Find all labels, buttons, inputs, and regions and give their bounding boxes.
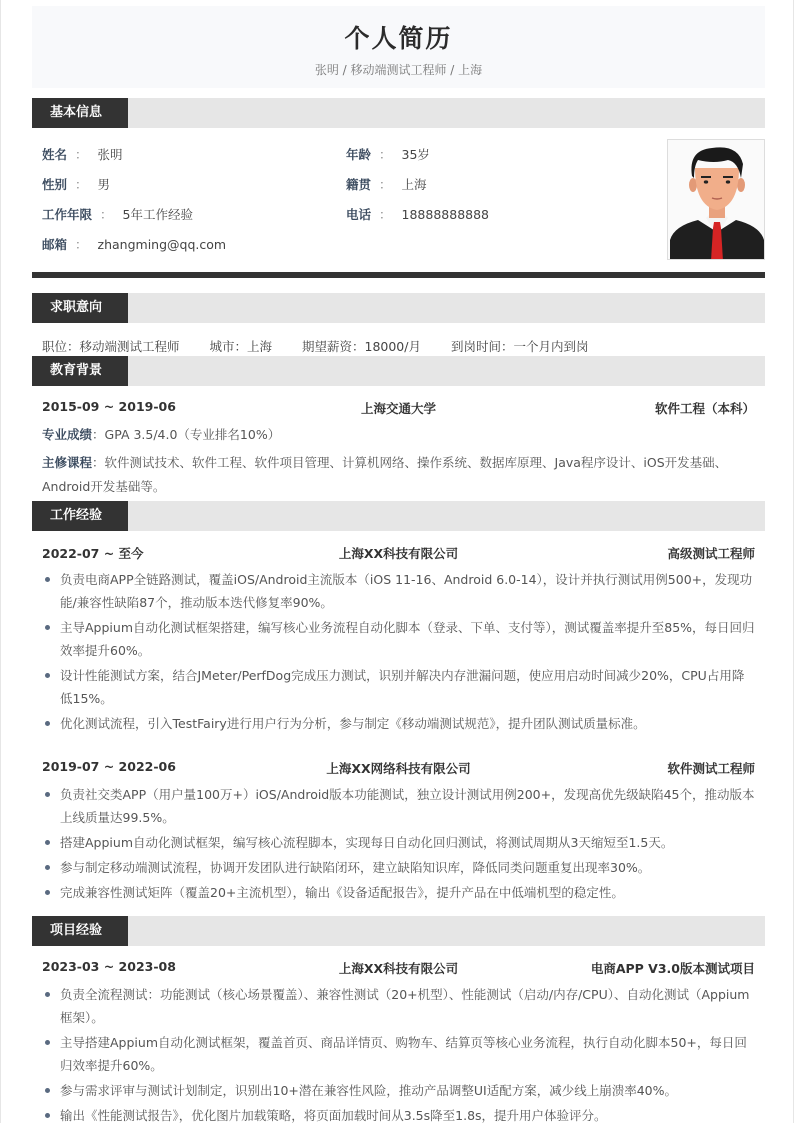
section-header-basic	[32, 98, 765, 128]
field-label: 性别	[42, 177, 68, 192]
work-entry-header	[42, 544, 755, 562]
field-value: 5年工作经验	[122, 207, 193, 222]
field-value: 18888888888	[401, 207, 490, 222]
section-header-education	[32, 356, 765, 386]
field-label: 籍贯	[346, 177, 372, 192]
list-item: 参与制定移动端测试流程，协调开发团队进行缺陷闭环，建立缺陷知识库，降低同类问题重复出现率30%。	[42, 856, 755, 879]
project-entry-header	[42, 959, 755, 977]
field-value: 男	[97, 177, 111, 192]
education-courses	[42, 451, 755, 499]
section-divider	[32, 272, 765, 278]
field-label: 工作年限	[42, 207, 93, 222]
list-item: 设计性能测试方案，结合JMeter/PerfDog完成压力测试，识别并解决内存泄漏问题，使应用启动时间减少20%，CPU占用降低15%。	[42, 664, 755, 710]
work-bullets	[42, 568, 755, 737]
list-item: 负责电商APP全链路测试，覆盖iOS/Android主流版本（iOS 11-16、Android 6.0-14），设计并执行测试用例500+，发现功能/兼容性缺陷87个，推动版本迭代修复率90%。	[42, 568, 755, 614]
list-item: 负责全流程测试：功能测试（核心场景覆盖）、兼容性测试（20+机型）、性能测试（启动/内存/CPU）、自动化测试（Appium框架）。	[42, 983, 755, 1029]
project-company: 上海XX科技有限公司	[338, 961, 459, 976]
page-title: 个人简历	[344, 24, 453, 53]
field-years: 工作年限 ： 5年工作经验	[42, 207, 193, 222]
page-subtitle: 张明 / 移动端测试工程师 / 上海	[314, 63, 483, 77]
education-school: 上海交通大学	[360, 401, 436, 416]
work-role: 软件测试工程师	[667, 761, 755, 776]
list-item: 搭建Appium自动化测试框架，编写核心流程脚本，实现每日自动化回归测试，将测试周期从3天缩短至1.5天。	[42, 831, 755, 854]
section-header-work	[32, 501, 765, 531]
work-company: 上海XX网络科技有限公司	[326, 761, 471, 776]
avatar	[667, 139, 765, 260]
gpa-label: 专业成绩	[42, 427, 93, 442]
education-gpa	[42, 423, 755, 447]
intent-availability: 到岗时间：一个月内到岗	[450, 339, 589, 354]
work-company: 上海XX科技有限公司	[338, 546, 459, 561]
education-entry-header	[42, 399, 755, 417]
avatar-illustration-icon	[668, 140, 765, 260]
field-value: 上海	[401, 177, 427, 192]
intent-position: 职位：移动端测试工程师	[42, 339, 180, 354]
education-major: 软件工程（本科）	[654, 401, 755, 416]
field-name: 姓名 ： 张明	[42, 147, 123, 162]
list-item: 主导Appium自动化测试框架搭建，编写核心业务流程自动化脚本（登录、下单、支付等），测试覆盖率提升至85%，每日回归效率提升60%。	[42, 616, 755, 662]
field-label: 年龄	[346, 147, 372, 162]
courses-value: ：软件测试技术、软件工程、软件项目管理、计算机网络、操作系统、数据库原理、Java程序设计、iOS开发基础、Android开发基础等。	[42, 455, 728, 494]
field-phone: 电话 ： 18888888888	[346, 207, 490, 222]
list-item: 输出《性能测试报告》，优化图片加载策略，将页面加载时间从3.5s降至1.8s，提升用户体验评分。	[42, 1104, 755, 1123]
work-period: 2019-07 ~ 2022-06	[42, 759, 176, 774]
work-period: 2022-07 ~ 至今	[42, 546, 144, 561]
education-period: 2015-09 ~ 2019-06	[42, 399, 176, 414]
list-item: 优化测试流程，引入TestFairy进行用户行为分析，参与制定《移动端测试规范》，提升团队测试质量标准。	[42, 712, 755, 735]
field-value: zhangming@qq.com	[97, 237, 227, 252]
section-title: 工作经验	[32, 501, 128, 531]
work-entry-header	[42, 759, 755, 777]
field-email: 邮箱 ： zhangming@qq.com	[42, 237, 227, 252]
project-bullets	[42, 983, 755, 1123]
section-title: 教育背景	[32, 356, 128, 386]
field-value: 张明	[97, 147, 123, 162]
field-gender: 性别 ： 男	[42, 177, 111, 192]
field-value: 35岁	[401, 147, 430, 162]
list-item: 完成兼容性测试矩阵（覆盖20+主流机型），输出《设备适配报告》，提升产品在中低端机型的稳定性。	[42, 881, 755, 904]
field-label: 姓名	[42, 147, 68, 162]
section-title: 项目经验	[32, 916, 128, 946]
list-item: 主导搭建Appium自动化测试框架，覆盖首页、商品详情页、购物车、结算页等核心业务流程，执行自动化脚本50+，每日回归效率提升60%。	[42, 1031, 755, 1077]
gpa-value: ：GPA 3.5/4.0（专业排名10%）	[92, 427, 281, 442]
work-bullets	[42, 783, 755, 906]
section-header-projects	[32, 916, 765, 946]
field-hometown: 籍贯 ： 上海	[346, 177, 427, 192]
section-title: 基本信息	[32, 98, 128, 128]
intent-city: 城市：上海	[209, 339, 273, 354]
field-age: 年龄 ： 35岁	[346, 147, 430, 162]
section-title: 求职意向	[32, 293, 128, 323]
list-item: 参与需求评审与测试计划制定，识别出10+潜在兼容性风险，推动产品调整UI适配方案，减少线上崩溃率40%。	[42, 1079, 755, 1102]
courses-label: 主修课程	[42, 455, 93, 470]
project-period: 2023-03 ~ 2023-08	[42, 959, 176, 974]
work-role: 高级测试工程师	[667, 546, 755, 561]
project-name: 电商APP V3.0版本测试项目	[590, 961, 755, 976]
intent-salary: 期望薪资：18000/月	[302, 339, 421, 354]
resume-header	[32, 6, 765, 88]
field-label: 邮箱	[42, 237, 68, 252]
job-intent-row	[42, 337, 614, 355]
section-header-intent	[32, 293, 765, 323]
field-label: 电话	[346, 207, 372, 222]
list-item: 负责社交类APP（用户量100万+）iOS/Android版本功能测试，独立设计测试用例200+，发现高优先级缺陷45个，推动版本上线质量达99.5%。	[42, 783, 755, 829]
